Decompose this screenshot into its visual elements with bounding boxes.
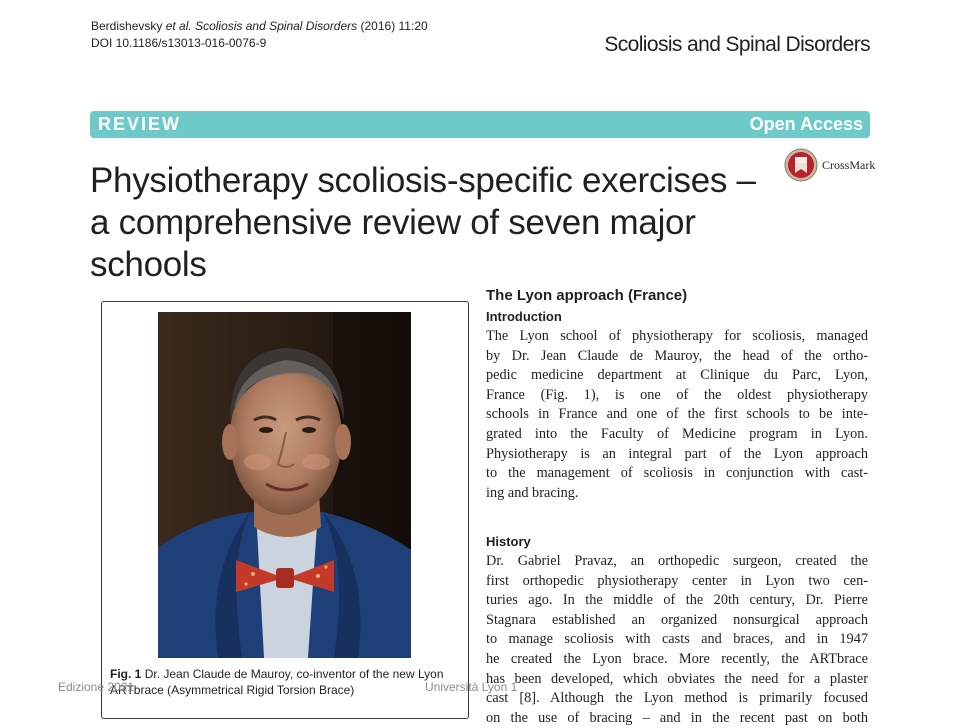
article-title	[90, 160, 770, 286]
text-line: to manage scoliosis with casts and braces, and in 1947	[486, 631, 868, 648]
history-heading: History	[486, 534, 531, 549]
section-heading: The Lyon approach (France)	[486, 287, 688, 304]
text-line: pedic medicine department at Clinique du Parc, Lyon,	[486, 367, 868, 384]
text-line: France (Fig. 1), is one of the oldest physiotherapy	[486, 386, 868, 403]
crossmark-label: CrossMark	[822, 157, 876, 172]
crossmark-badge[interactable]	[783, 148, 875, 182]
text-line: to the management of scoliosis in conjunction with cast-	[486, 465, 868, 482]
text-line: turies ago. In the middle of the 20th century, Dr. Pierre	[486, 592, 868, 609]
citation-line: Berdishevsky et al. Scoliosis and Spinal Disorders (2016) 11:20	[91, 19, 428, 33]
text-line: has been developed, which obviates the need for a plaster	[486, 670, 868, 687]
text-line: The Lyon school of physiotherapy for scoliosis, managed	[486, 328, 868, 344]
intro-heading: Introduction	[486, 309, 562, 324]
figure-caption	[110, 666, 465, 698]
university-watermark: Università Lyon 1	[425, 680, 518, 694]
text-line: by Dr. Jean Claude de Mauroy, the head of the ortho-	[486, 347, 868, 364]
text-line: Dr. Gabriel Pravaz, an orthopedic surgeon, created the	[486, 553, 868, 569]
text-line: cast [8]. Although the Lyon method is primarily focused	[486, 690, 868, 707]
text-line: Physiotherapy is an integral part of the Lyon approach	[486, 445, 868, 462]
text-line: ing and bracing.	[486, 484, 579, 501]
title-line: a comprehensive review of seven major	[90, 203, 696, 242]
journal-name: Scoliosis and Spinal Disorders	[604, 33, 870, 56]
figure-caption-text: Dr. Jean Claude de Mauroy, co-inventor of the new Lyon ARTbrace (Asymmetrical Rigid Torsion Brace)	[110, 667, 444, 697]
article-type-banner	[90, 111, 870, 138]
text-line: schools in France and one of the first schools to be inte-	[486, 406, 868, 423]
doi[interactable]: DOI 10.1186/s13013-016-0076-9	[91, 36, 267, 50]
title-line: schools	[90, 245, 207, 284]
title-line: Physiotherapy scoliosis-specific exercises –	[90, 161, 756, 200]
text-line: Stagnara established an organized nonsurgical approach	[486, 611, 868, 628]
text-line: first orthopedic physiotherapy center in Lyon two cen-	[486, 572, 868, 589]
author-photo	[158, 312, 411, 658]
citation-block	[91, 18, 428, 52]
intro-paragraph	[486, 327, 868, 503]
open-access-label: Open Access	[749, 114, 863, 134]
text-line: he created the Lyon brace. More recently, the ARTbrace	[486, 650, 868, 667]
text-line: on the use of bracing – and in the recent past on both	[486, 709, 868, 726]
crossmark-icon	[783, 147, 819, 183]
article-type-label: REVIEW	[98, 114, 182, 134]
edition-watermark: Edizione 2021	[58, 680, 135, 694]
text-line: grated into the Faculty of Medicine program in Lyon.	[486, 425, 868, 442]
figure-label: Fig. 1	[110, 667, 142, 681]
history-paragraph	[486, 552, 868, 728]
